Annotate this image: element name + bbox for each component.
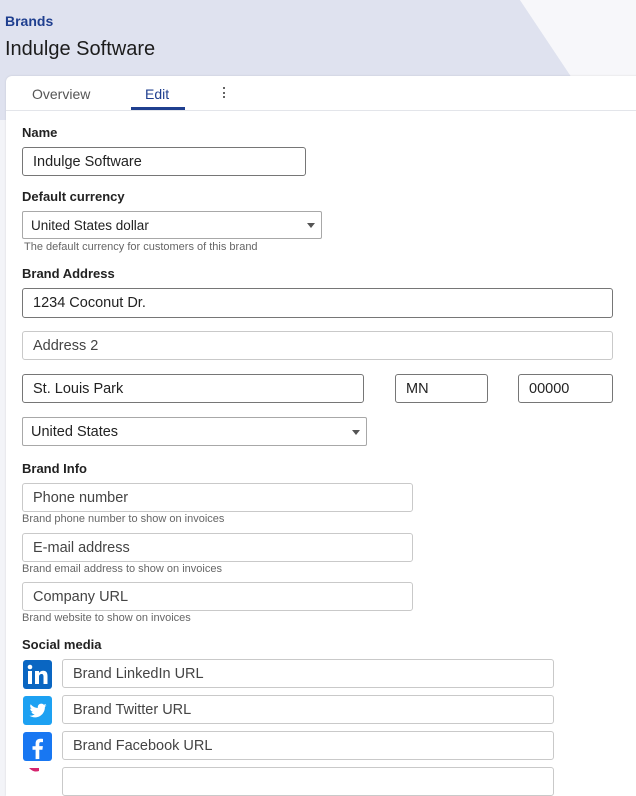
twitter-icon [23, 696, 52, 725]
info-label: Brand Info [22, 461, 87, 476]
zip-input[interactable] [518, 374, 613, 403]
next-social-input[interactable] [62, 767, 554, 796]
country-selected-value: United States [31, 423, 119, 440]
brand-edit-card [6, 76, 636, 796]
state-input[interactable] [395, 374, 488, 403]
email-help: Brand email address to show on invoices [22, 563, 222, 575]
currency-select[interactable] [22, 211, 322, 239]
address-label: Brand Address [22, 266, 115, 281]
linkedin-input[interactable] [62, 659, 554, 688]
name-label: Name [22, 125, 58, 140]
city-input[interactable] [22, 374, 364, 403]
twitter-input[interactable] [62, 695, 554, 724]
currency-label: Default currency [22, 189, 125, 204]
tab-overview[interactable]: Overview [32, 86, 91, 102]
email-input[interactable] [22, 533, 413, 562]
facebook-icon [23, 732, 52, 761]
phone-help: Brand phone number to show on invoices [22, 513, 225, 525]
currency-help: The default currency for customers of this brand [24, 241, 258, 253]
more-vertical-icon[interactable] [219, 84, 229, 102]
linkedin-icon [23, 660, 52, 689]
tab-bar [6, 76, 636, 111]
country-select[interactable] [22, 417, 367, 446]
tab-edit[interactable]: Edit [145, 86, 170, 102]
url-input[interactable] [22, 582, 413, 611]
chevron-down-icon [352, 430, 360, 435]
chevron-down-icon [307, 223, 315, 228]
facebook-input[interactable] [62, 731, 554, 760]
breadcrumb[interactable]: Brands [5, 13, 54, 29]
name-input[interactable] [22, 147, 306, 176]
address2-input[interactable] [22, 331, 613, 360]
address1-input[interactable] [22, 288, 613, 318]
active-tab-indicator [131, 107, 185, 110]
phone-input[interactable] [22, 483, 413, 512]
social-label: Social media [22, 637, 102, 652]
url-help: Brand website to show on invoices [22, 612, 191, 624]
page-title: Indulge Software [5, 38, 156, 60]
currency-selected-value: United States dollar [31, 217, 149, 233]
